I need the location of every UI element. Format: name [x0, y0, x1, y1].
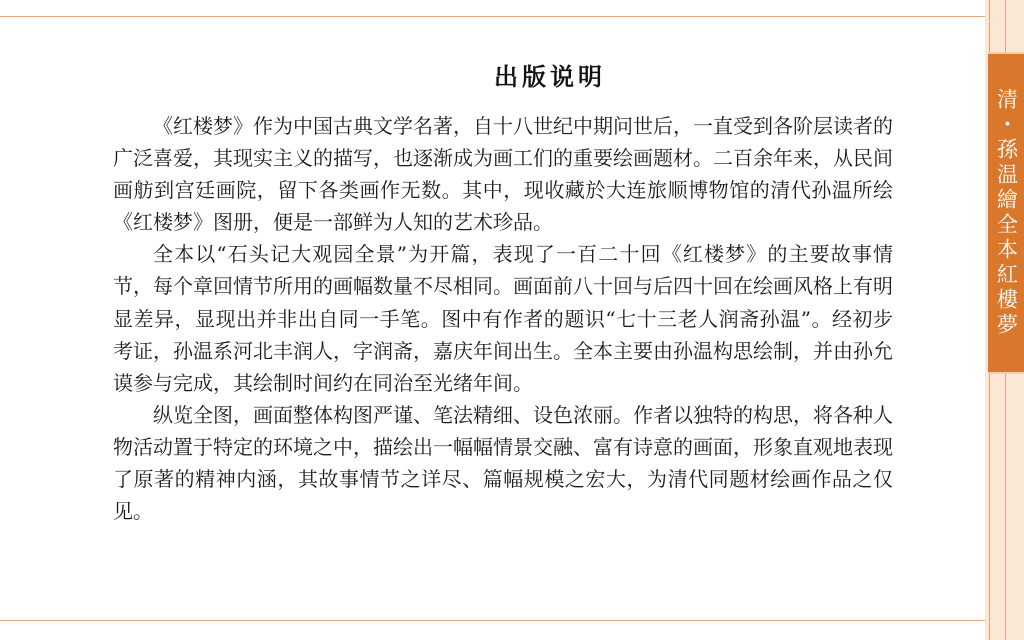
book-title-tab[interactable]	[988, 52, 1024, 374]
book-title-tab-label: 清・孫温繪全本紅樓夢	[994, 88, 1019, 338]
paragraph-1: 《红楼梦》作为中国古典文学名著，自十八世纪中期问世后，一直受到各阶层读者的广泛喜爱，其现实主义的描写，也逐渐成为画工们的重要绘画题材。二百余年来，从民间画舫到宫廷画院，留下各类画作无数。其中，现收藏於大连旅顺博物馆的清代孙温所绘《红楼梦》图册，便是一部鲜为人知的艺术珍品。	[113, 114, 893, 235]
page-title: 出版说明	[494, 63, 606, 91]
paragraph-3: 纵览全图，画面整体构图严谨、笔法精细、设色浓丽。作者以独特的构思，将各种人物活动置于特定的环境之中，描绘出一幅幅情景交融、富有诗意的画面，形象直观地表现了原著的精神内涵，其故事情节之详尽、篇幅规模之宏大，为清代同题材绘画作品之仅见。	[113, 402, 893, 524]
top-divider	[0, 16, 985, 17]
document-body	[113, 110, 893, 527]
paragraph-2: 全本以“石头记大观园全景”为开篇，表现了一百二十回《红楼梦》的主要故事情节，每个章回情节所用的画幅数量不尽相同。画面前八十回与后四十回在绘画风格上有明显差异，显现出并非出自同一手笔。图中有作者的题识“七十三老人润斋孙温”。经初步考证，孙温系河北丰润人，字润斋，嘉庆年间出生。全本主要由孙温构思绘制，并由孙允谟参与完成，其绘制时间约在同治至光绪年间。	[113, 242, 893, 395]
bottom-divider	[0, 620, 985, 621]
